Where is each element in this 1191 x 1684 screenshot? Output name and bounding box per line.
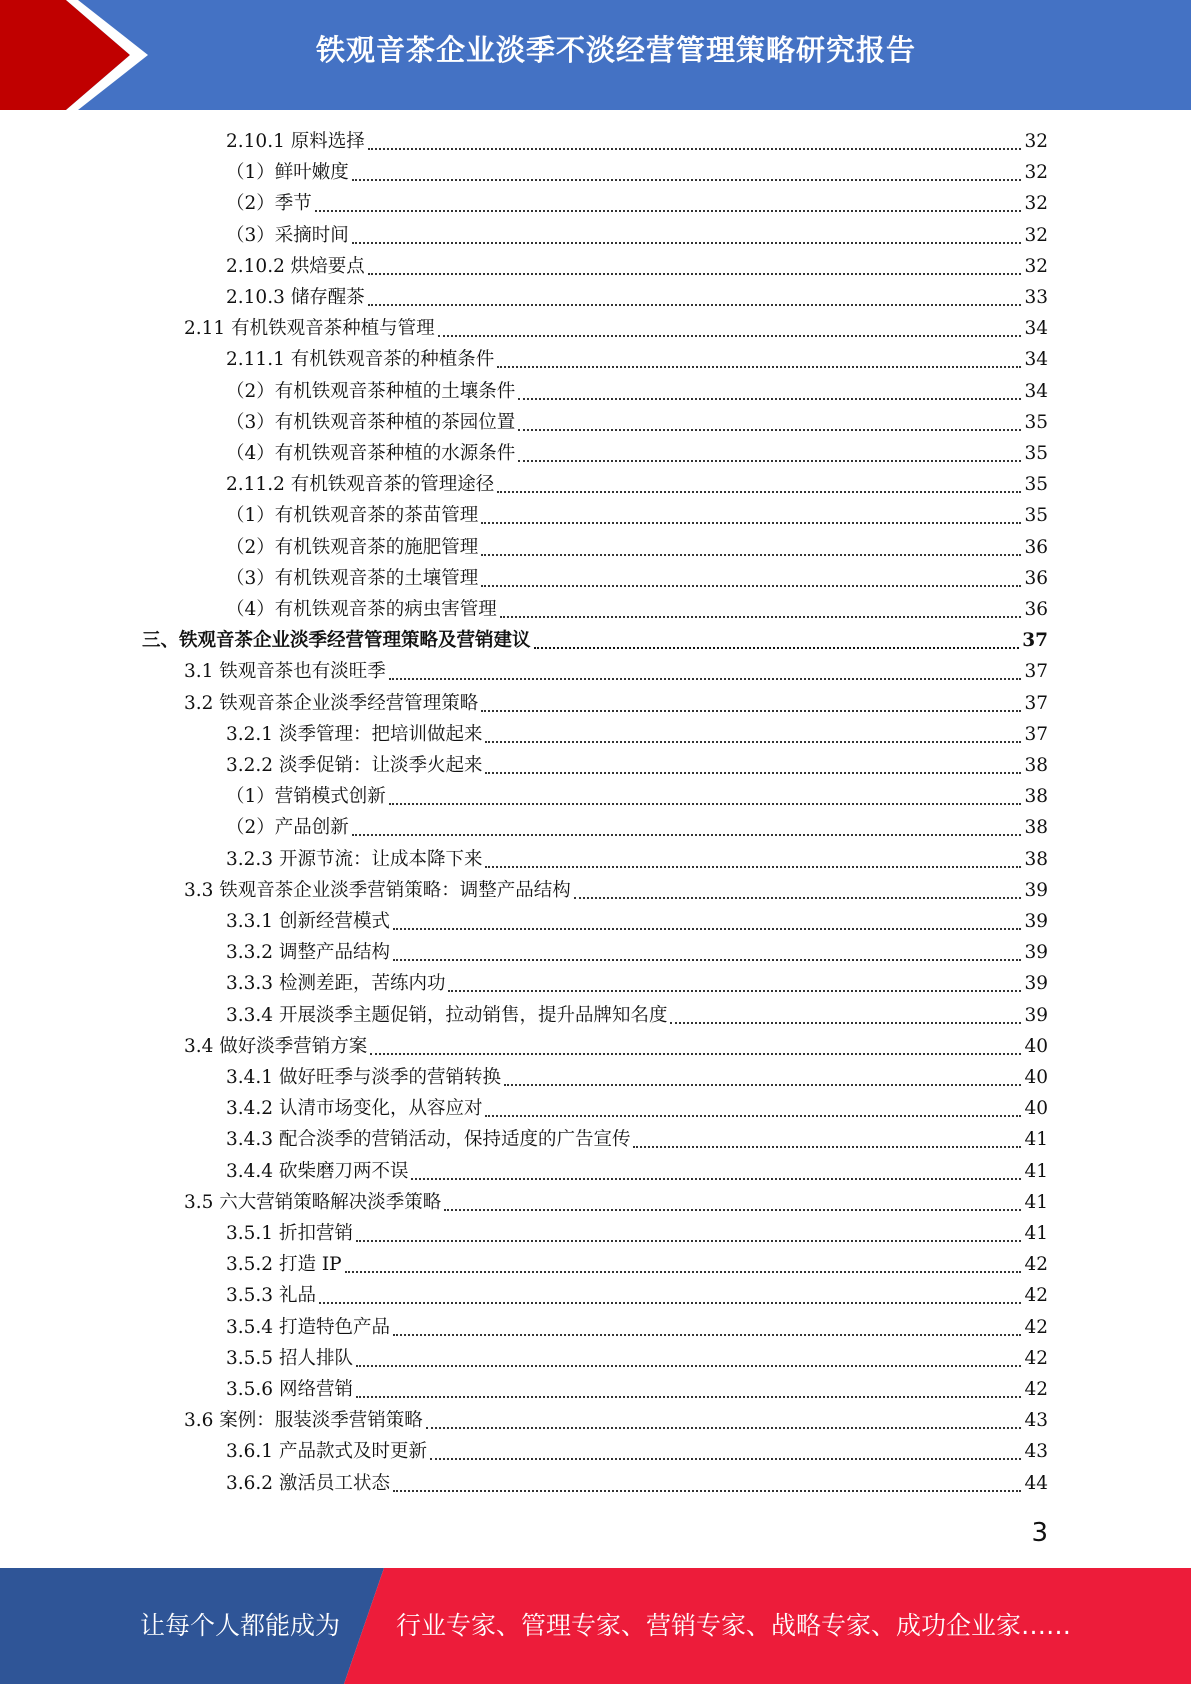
toc-entry[interactable] <box>226 501 1048 532</box>
toc-dot-leader <box>518 459 1021 462</box>
toc-entry-title: 3.5.6 网络营销 <box>226 1379 353 1400</box>
toc-entry-title: 三、铁观音茶企业淡季经营管理策略及营销建议 <box>142 630 531 652</box>
toc-entry[interactable] <box>226 1469 1048 1500</box>
toc-entry-title: 3.5.3 礼品 <box>226 1285 316 1307</box>
toc-entry-page: 41 <box>1024 1223 1048 1244</box>
toc-entry-title: 3.2 铁观音茶企业淡季经营管理策略 <box>184 692 479 714</box>
toc-entry-title: （4）有机铁观音茶的病虫害管理 <box>226 599 497 620</box>
toc-entry-title: 3.4.4 砍柴磨刀两不误 <box>226 1160 409 1182</box>
toc-dot-leader <box>534 646 1020 649</box>
toc-entry-page: 39 <box>1024 942 1048 964</box>
toc-entry[interactable] <box>184 1188 1048 1219</box>
footer-slogan: 让每个人都能成为 <box>140 1611 341 1640</box>
toc-dot-leader <box>500 615 1022 618</box>
toc-entry-page: 41 <box>1024 1160 1048 1182</box>
toc-entry-page: 36 <box>1024 567 1048 589</box>
report-title: 铁观音茶企业淡季不淡经营管理策略研究报告 <box>315 33 916 67</box>
toc-entry[interactable] <box>184 876 1048 907</box>
toc-entry-title: 3.4.1 做好旺季与淡季的营销转换 <box>226 1067 501 1088</box>
toc-entry-title: 2.11.2 有机铁观音茶的管理途径 <box>226 474 495 496</box>
toc-dot-leader <box>485 740 1021 743</box>
toc-dot-leader <box>352 241 1022 244</box>
page-header <box>0 0 1191 110</box>
toc-dot-leader <box>574 896 1022 899</box>
toc-entry-page: 40 <box>1024 1035 1048 1057</box>
toc-entry-title: 3.3.4 开展淡季主题促销，拉动销售，提升品牌知名度 <box>226 1004 668 1026</box>
toc-entry-page: 35 <box>1024 443 1048 464</box>
toc-entry-page: 42 <box>1024 1254 1048 1276</box>
toc-entry[interactable] <box>226 1375 1048 1406</box>
toc-entry-page: 35 <box>1024 411 1048 433</box>
toc-entry[interactable] <box>226 751 1048 782</box>
toc-entry-page: 38 <box>1024 755 1048 776</box>
toc-dot-leader <box>393 1489 1021 1492</box>
toc-entry-title: （3）采摘时间 <box>226 224 349 246</box>
toc-entry-title: 3.2.3 开源节流：让成本降下来 <box>226 848 483 870</box>
toc-entry[interactable] <box>184 1406 1048 1437</box>
toc-entry-page: 42 <box>1024 1316 1048 1338</box>
toc-entry[interactable] <box>226 439 1048 470</box>
toc-entry-page: 34 <box>1024 380 1048 402</box>
toc-entry-title: （2）有机铁观音茶种植的土壤条件 <box>226 380 516 402</box>
toc-entry[interactable] <box>142 626 1048 657</box>
toc-entry-title: 3.5.5 招人排队 <box>226 1347 353 1369</box>
toc-entry[interactable] <box>226 1001 1048 1032</box>
toc-dot-leader <box>352 178 1022 181</box>
toc-dot-leader <box>426 1426 1022 1429</box>
toc-entry-page: 37 <box>1022 630 1048 652</box>
toc-entry-title: （2）有机铁观音茶的施肥管理 <box>226 536 479 558</box>
toc-entry-title: 3.5 六大营销策略解决淡季策略 <box>184 1191 442 1213</box>
toc-entry-page: 41 <box>1024 1129 1048 1151</box>
toc-dot-leader <box>444 1208 1021 1211</box>
toc-entry[interactable] <box>226 1125 1048 1156</box>
toc-entry-page: 44 <box>1024 1472 1048 1494</box>
toc-entry[interactable] <box>226 969 1048 1000</box>
toc-entry[interactable] <box>226 1094 1048 1125</box>
toc-entry-title: 3.5.4 打造特色产品 <box>226 1316 390 1338</box>
toc-entry[interactable] <box>226 1344 1048 1375</box>
page-footer <box>0 1568 1191 1684</box>
toc-entry[interactable] <box>226 345 1048 376</box>
toc-dot-leader <box>319 1301 1022 1304</box>
toc-entry[interactable] <box>226 1157 1048 1188</box>
toc-entry[interactable] <box>184 1032 1048 1063</box>
toc-entry[interactable] <box>226 813 1048 844</box>
toc-entry-page: 43 <box>1024 1441 1048 1463</box>
toc-dot-leader <box>481 709 1021 712</box>
toc-dot-leader <box>518 428 1021 431</box>
toc-entry[interactable] <box>226 938 1048 969</box>
toc-entry-page: 41 <box>1024 1191 1048 1213</box>
toc-entry[interactable] <box>226 189 1048 220</box>
toc-entry-page: 42 <box>1024 1347 1048 1369</box>
toc-dot-leader <box>670 1021 1021 1024</box>
toc-dot-leader <box>368 272 1022 275</box>
toc-entry-title: 3.3.2 调整产品结构 <box>226 942 390 964</box>
toc-entry-page: 38 <box>1024 848 1048 870</box>
toc-entry-page: 33 <box>1024 287 1048 308</box>
toc-entry-title: 2.11.1 有机铁观音茶的种植条件 <box>226 349 495 371</box>
toc-entry-page: 36 <box>1024 599 1048 620</box>
toc-entry-title: （2）季节 <box>226 193 312 215</box>
toc-entry-page: 42 <box>1024 1285 1048 1307</box>
toc-dot-leader <box>356 1364 1022 1367</box>
toc-entry-title: 3.4 做好淡季营销方案 <box>184 1035 368 1057</box>
toc-entry[interactable] <box>226 1437 1048 1468</box>
toc-entry[interactable] <box>226 252 1048 283</box>
toc-entry-title: 2.10.3 储存醒茶 <box>226 287 365 308</box>
toc-entry-title: （2）产品创新 <box>226 817 349 839</box>
toc-dot-leader <box>345 1270 1022 1273</box>
toc-entry-title: （3）有机铁观音茶的土壤管理 <box>226 567 479 589</box>
page-number: 3 <box>1031 1518 1048 1548</box>
toc-entry-page: 38 <box>1024 786 1048 808</box>
toc-entry-page: 32 <box>1024 131 1048 152</box>
toc-entry[interactable] <box>226 845 1048 876</box>
toc-dot-leader <box>633 1145 1021 1148</box>
footer-roles: 行业专家、管理专家、营销专家、战略专家、成功企业家…… <box>396 1611 1072 1640</box>
toc-entry-title: （1）鲜叶嫩度 <box>226 162 349 184</box>
toc-dot-leader <box>481 521 1021 524</box>
toc-entry-page: 37 <box>1024 723 1048 745</box>
toc-dot-leader <box>389 677 1022 680</box>
toc-dot-leader <box>352 833 1022 836</box>
toc-dot-leader <box>481 584 1021 587</box>
toc-entry-title: 3.3.1 创新经营模式 <box>226 911 390 932</box>
toc-entry-title: 3.3.3 检测差距，苦练内功 <box>226 973 446 995</box>
toc-entry[interactable] <box>226 221 1048 252</box>
toc-entry[interactable] <box>226 564 1048 595</box>
toc-entry-title: 3.3 铁观音茶企业淡季营销策略：调整产品结构 <box>184 879 571 901</box>
toc-entry[interactable] <box>184 689 1048 720</box>
toc-entry[interactable] <box>226 1250 1048 1281</box>
toc-entry[interactable] <box>226 533 1048 564</box>
toc-entry-title: 3.2.2 淡季促销：让淡季火起来 <box>226 755 483 776</box>
toc-entry[interactable] <box>226 1281 1048 1312</box>
toc-entry-page: 39 <box>1024 879 1048 901</box>
toc-entry[interactable] <box>226 907 1048 938</box>
toc-dot-leader <box>481 553 1021 556</box>
toc-dot-leader <box>438 334 1022 337</box>
toc-entry-page: 32 <box>1024 255 1048 277</box>
toc-entry-page: 32 <box>1024 224 1048 246</box>
toc-entry[interactable] <box>226 1313 1048 1344</box>
toc-entry-title: 3.6 案例：服装淡季营销策略 <box>184 1410 423 1432</box>
toc-entry-page: 37 <box>1024 661 1048 683</box>
toc-dot-leader <box>315 209 1022 212</box>
toc-entry[interactable] <box>226 782 1048 813</box>
toc-entry[interactable] <box>184 314 1048 345</box>
toc-dot-leader <box>485 865 1021 868</box>
toc-entry[interactable] <box>226 720 1048 751</box>
toc-entry-page: 36 <box>1024 536 1048 558</box>
toc-entry-title: （1）有机铁观音茶的茶苗管理 <box>226 505 479 527</box>
toc-dot-leader <box>411 1177 1021 1180</box>
toc-entry-page: 37 <box>1024 692 1048 714</box>
toc-entry-title: （1）营销模式创新 <box>226 786 386 808</box>
toc-dot-leader <box>393 1333 1021 1336</box>
toc-entry-page: 32 <box>1024 193 1048 215</box>
toc-dot-leader <box>368 303 1022 306</box>
toc-entry[interactable] <box>226 595 1048 626</box>
toc-entry[interactable] <box>226 283 1048 314</box>
toc-entry-page: 42 <box>1024 1379 1048 1400</box>
toc-dot-leader <box>518 397 1021 400</box>
toc-entry[interactable] <box>226 470 1048 501</box>
toc-entry[interactable] <box>226 377 1048 408</box>
toc-entry-page: 34 <box>1024 318 1048 340</box>
toc-dot-leader <box>393 927 1021 930</box>
toc-entry-page: 35 <box>1024 505 1048 527</box>
toc-entry[interactable] <box>226 1219 1048 1250</box>
toc-dot-leader <box>368 147 1022 150</box>
toc-entry-title: （4）有机铁观音茶种植的水源条件 <box>226 443 516 464</box>
toc-entry[interactable] <box>184 657 1048 688</box>
toc-dot-leader <box>430 1457 1021 1460</box>
toc-dot-leader <box>485 1114 1021 1117</box>
toc-entry-page: 39 <box>1024 973 1048 995</box>
toc-dot-leader <box>356 1239 1022 1242</box>
toc-dot-leader <box>393 958 1021 961</box>
toc-entry-page: 43 <box>1024 1410 1048 1432</box>
toc-entry-title: 3.1 铁观音茶也有淡旺季 <box>184 661 386 683</box>
toc-entry-page: 39 <box>1024 1004 1048 1026</box>
toc-dot-leader <box>370 1052 1021 1055</box>
toc-dot-leader <box>389 802 1022 805</box>
toc-entry-page: 32 <box>1024 162 1048 184</box>
toc-dot-leader <box>485 771 1021 774</box>
toc-dot-leader <box>497 490 1021 493</box>
toc-dot-leader <box>497 365 1021 368</box>
toc-entry-page: 39 <box>1024 911 1048 932</box>
toc-entry-title: 2.11 有机铁观音茶种植与管理 <box>184 318 435 340</box>
toc-entry-page: 35 <box>1024 474 1048 496</box>
toc-entry-page: 38 <box>1024 817 1048 839</box>
toc-entry[interactable] <box>226 408 1048 439</box>
toc-entry-page: 40 <box>1024 1067 1048 1088</box>
toc-entry-title: （3）有机铁观音茶种植的茶园位置 <box>226 411 516 433</box>
toc-entry-page: 40 <box>1024 1098 1048 1120</box>
toc-entry-title: 3.5.1 折扣营销 <box>226 1223 353 1244</box>
toc-entry[interactable] <box>226 1063 1048 1094</box>
toc-entry-title: 3.4.2 认清市场变化，从容应对 <box>226 1098 483 1120</box>
toc-entry-title: 3.2.1 淡季管理：把培训做起来 <box>226 723 483 745</box>
toc-entry-title: 2.10.1 原料选择 <box>226 131 365 152</box>
toc-entry[interactable] <box>226 158 1048 189</box>
toc-dot-leader <box>356 1395 1022 1398</box>
toc-entry-title: 3.4.3 配合淡季的营销活动，保持适度的广告宣传 <box>226 1129 631 1151</box>
toc-entry-title: 2.10.2 烘焙要点 <box>226 255 365 277</box>
toc-entry-page: 34 <box>1024 349 1048 371</box>
toc-entry[interactable] <box>226 127 1048 158</box>
toc-dot-leader <box>504 1083 1021 1086</box>
toc-dot-leader <box>448 989 1021 992</box>
toc-entry-title: 3.6.2 激活员工状态 <box>226 1472 390 1494</box>
toc-entry-title: 3.6.1 产品款式及时更新 <box>226 1441 427 1463</box>
toc-entry-title: 3.5.2 打造 IP <box>226 1254 342 1276</box>
